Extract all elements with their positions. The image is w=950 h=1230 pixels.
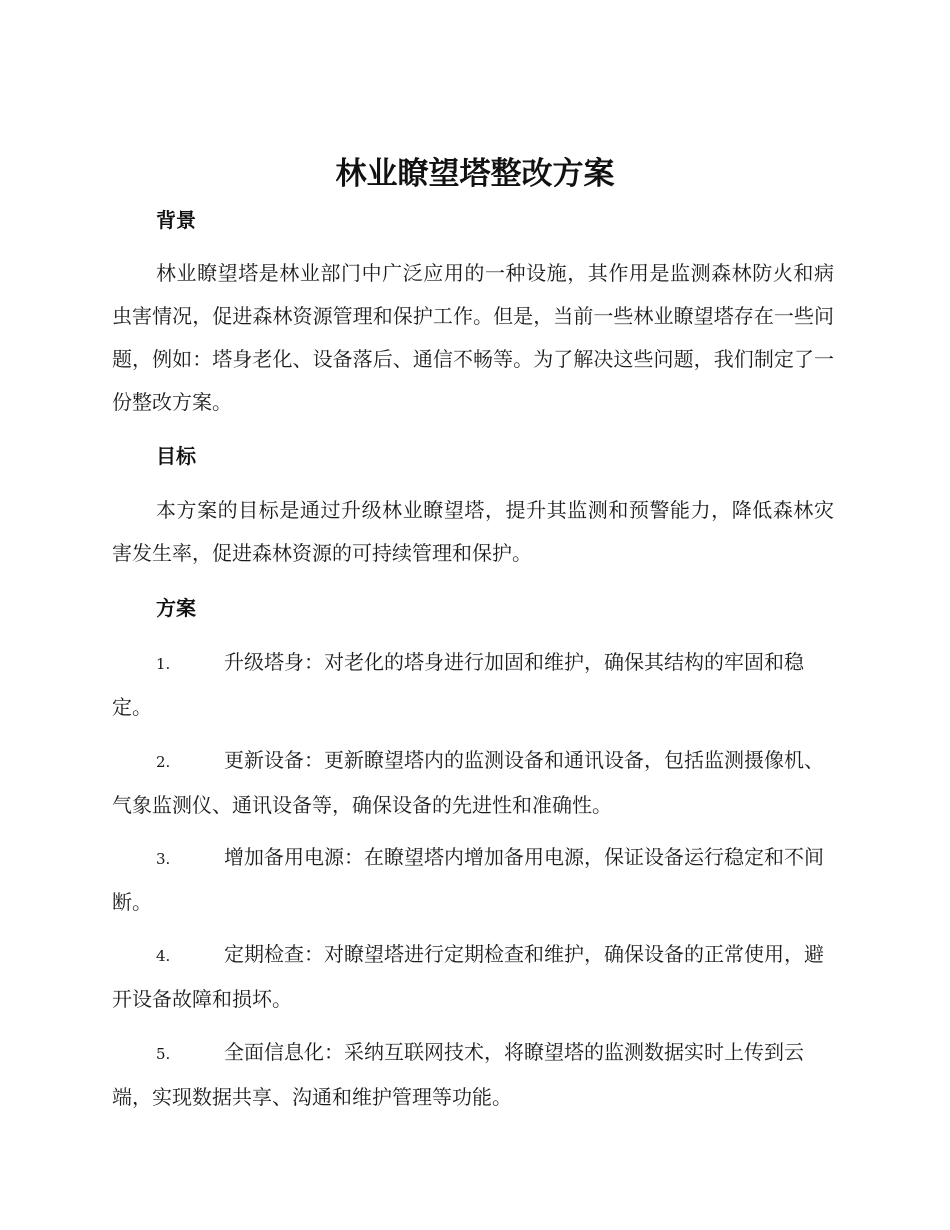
list-item-text: 升级塔身：对老化的塔身进行加固和维护，确保其结构的牢固和稳定。 [112,650,804,719]
list-item-text: 定期检查：对瞭望塔进行定期检查和维护，确保设备的正常使用，避开设备故障和损坏。 [112,942,824,1011]
goal-paragraph: 本方案的目标是通过升级林业瞭望塔，提升其监测和预警能力，降低森林灾害发生率，促进森林资源的可持续管理和保护。 [112,498,834,565]
list-item-text: 增加备用电源：在瞭望塔内增加备用电源，保证设备运行稳定和不间断。 [112,845,824,914]
plan-list-item [112,933,834,1021]
document-title: 林业瞭望塔整改方案 [335,156,615,192]
plan-list-item [112,641,834,729]
section-heading-background: 背景 [156,208,196,232]
section-heading-plan: 方案 [156,596,196,620]
section-heading-goal: 目标 [156,444,196,468]
list-item-number: 3. [156,850,171,868]
list-item-number: 4. [156,947,171,965]
list-item-number: 5. [156,1045,171,1063]
list-item-number: 2. [156,753,171,771]
list-item-number: 1. [156,655,171,673]
plan-list-item [112,836,834,924]
list-item-text: 更新设备：更新瞭望塔内的监测设备和通讯设备，包括监测摄像机、气象监测仪、通讯设备等，确保设备的先进性和准确性。 [112,748,824,817]
background-paragraph: 林业瞭望塔是林业部门中广泛应用的一种设施，其作用是监测森林防火和病虫害情况，促进森林资源管理和保护工作。但是，当前一些林业瞭望塔存在一些问题，例如：塔身老化、设备落后、通信不畅等。为了解决这些问题，我们制定了一份整改方案。 [112,261,834,414]
plan-list-item [112,1031,834,1119]
list-item-text: 全面信息化：采纳互联网技术，将瞭望塔的监测数据实时上传到云端，实现数据共享、沟通和维护管理等功能。 [112,1040,804,1109]
plan-list-item [112,739,834,827]
